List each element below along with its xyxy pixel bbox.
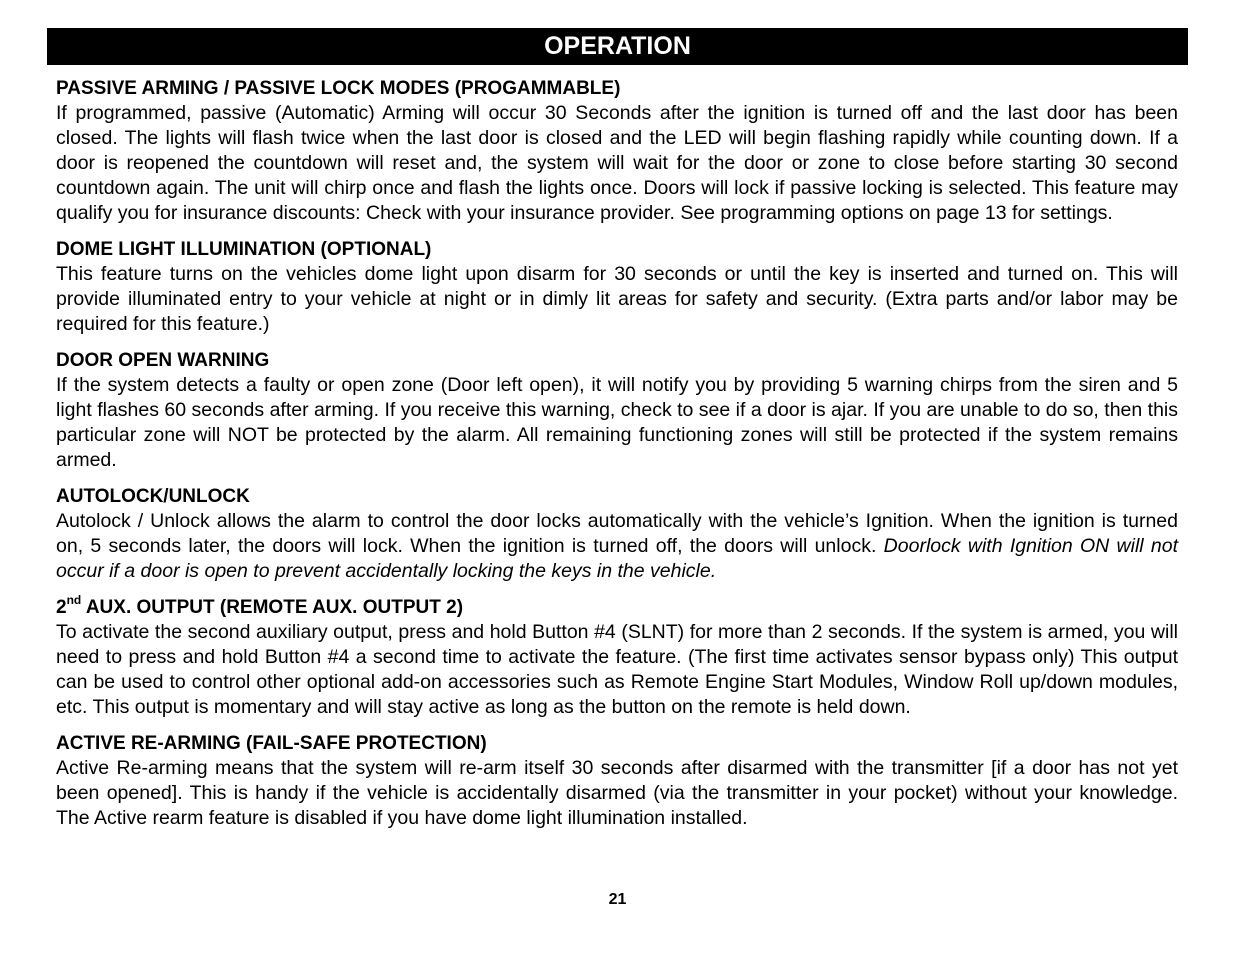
- section-title: PASSIVE ARMING / PASSIVE LOCK MODES (PROGAMMABLE): [56, 78, 621, 99]
- section-body: If programmed, passive (Automatic) Arming will occur 30 Seconds after the ignition is turned off and the last door has been closed. The lights will flash twice when the last door is closed and the LED will begin flashing rapidly while counting down. If a door is reopened the countdown will reset and, the system will wait for the door or zone to close before starting 30 second countdown again. The unit will chirp once and flash the lights once. Doors will lock if passive locking is selected. This feature may qualify you for insurance discounts: Check with your insurance provider. See programming options on page 13 for settings.: [56, 102, 1178, 224]
- section-body: This feature turns on the vehicles dome light upon disarm for 30 seconds or until the key is inserted and turned on. This will provide illuminated entry to your vehicle at night or in dimly lit areas for safety and security. (Extra parts and/or labor may be required for this feature.): [56, 263, 1178, 335]
- section-note: Doorlock with Ignition ON will not occur if a door is open to prevent accidentally locking the keys in the vehicle.: [56, 535, 1179, 582]
- page-number: 21: [608, 891, 627, 908]
- section-title: AUTOLOCK/UNLOCK: [56, 486, 250, 507]
- page-header: OPERATION: [47, 28, 1188, 65]
- section-autolock-unlock: [56, 484, 1178, 584]
- title-text: AUX. OUTPUT (REMOTE AUX. OUTPUT 2): [85, 597, 464, 618]
- section-title: [56, 592, 1178, 620]
- section-body: [56, 509, 1178, 584]
- title-prefix: 2: [56, 597, 67, 618]
- page-content: [56, 76, 1178, 842]
- section-active-rearming: [56, 731, 1178, 831]
- section-body: Active Re-arming means that the system will re-arm itself 30 seconds after disarmed with the transmitter [if a door has not yet been opened]. This is handy if the vehicle is accidentally disarmed (via the transmitter in your pocket) without your knowledge. The Active rearm feature is disabled if you have dome light illumination installed.: [56, 757, 1178, 829]
- section-body: If the system detects a faulty or open zone (Door left open), it will notify you by providing 5 warning chirps from the siren and 5 light flashes 60 seconds after arming. If you receive this warning, check to see if a door is ajar. If you are unable to do so, then this particular zone will NOT be protected by the alarm. All remaining functioning zones will still be protected if the system remains armed.: [56, 374, 1178, 471]
- section-title: DOME LIGHT ILLUMINATION (OPTIONAL): [56, 239, 432, 260]
- section-dome-light: [56, 237, 1178, 337]
- section-aux-output: [56, 592, 1178, 720]
- section-passive-arming: [56, 76, 1178, 226]
- section-body: To activate the second auxiliary output, press and hold Button #4 (SLNT) for more than 2 seconds. If the system is armed, you will need to press and hold Button #4 a second time to activate the feature. (The first time activates sensor bypass only) This output can be used to control other optional add-on accessories such as Remote Engine Start Modules, Window Roll up/down modules, etc. This output is momentary and will stay active as long as the button on the remote is held down.: [56, 621, 1178, 718]
- section-door-open-warning: [56, 348, 1178, 473]
- section-title: DOOR OPEN WARNING: [56, 350, 270, 371]
- title-superscript: nd: [66, 592, 82, 607]
- section-title: ACTIVE RE-ARMING (FAIL-SAFE PROTECTION): [56, 733, 487, 754]
- section-body-text: Autolock / Unlock allows the alarm to control the door locks automatically with the vehicle’s Ignition. When the ignition is turned on, 5 seconds later, the doors will lock. When the ignition is turned off, the doors will unlock.: [56, 510, 1178, 557]
